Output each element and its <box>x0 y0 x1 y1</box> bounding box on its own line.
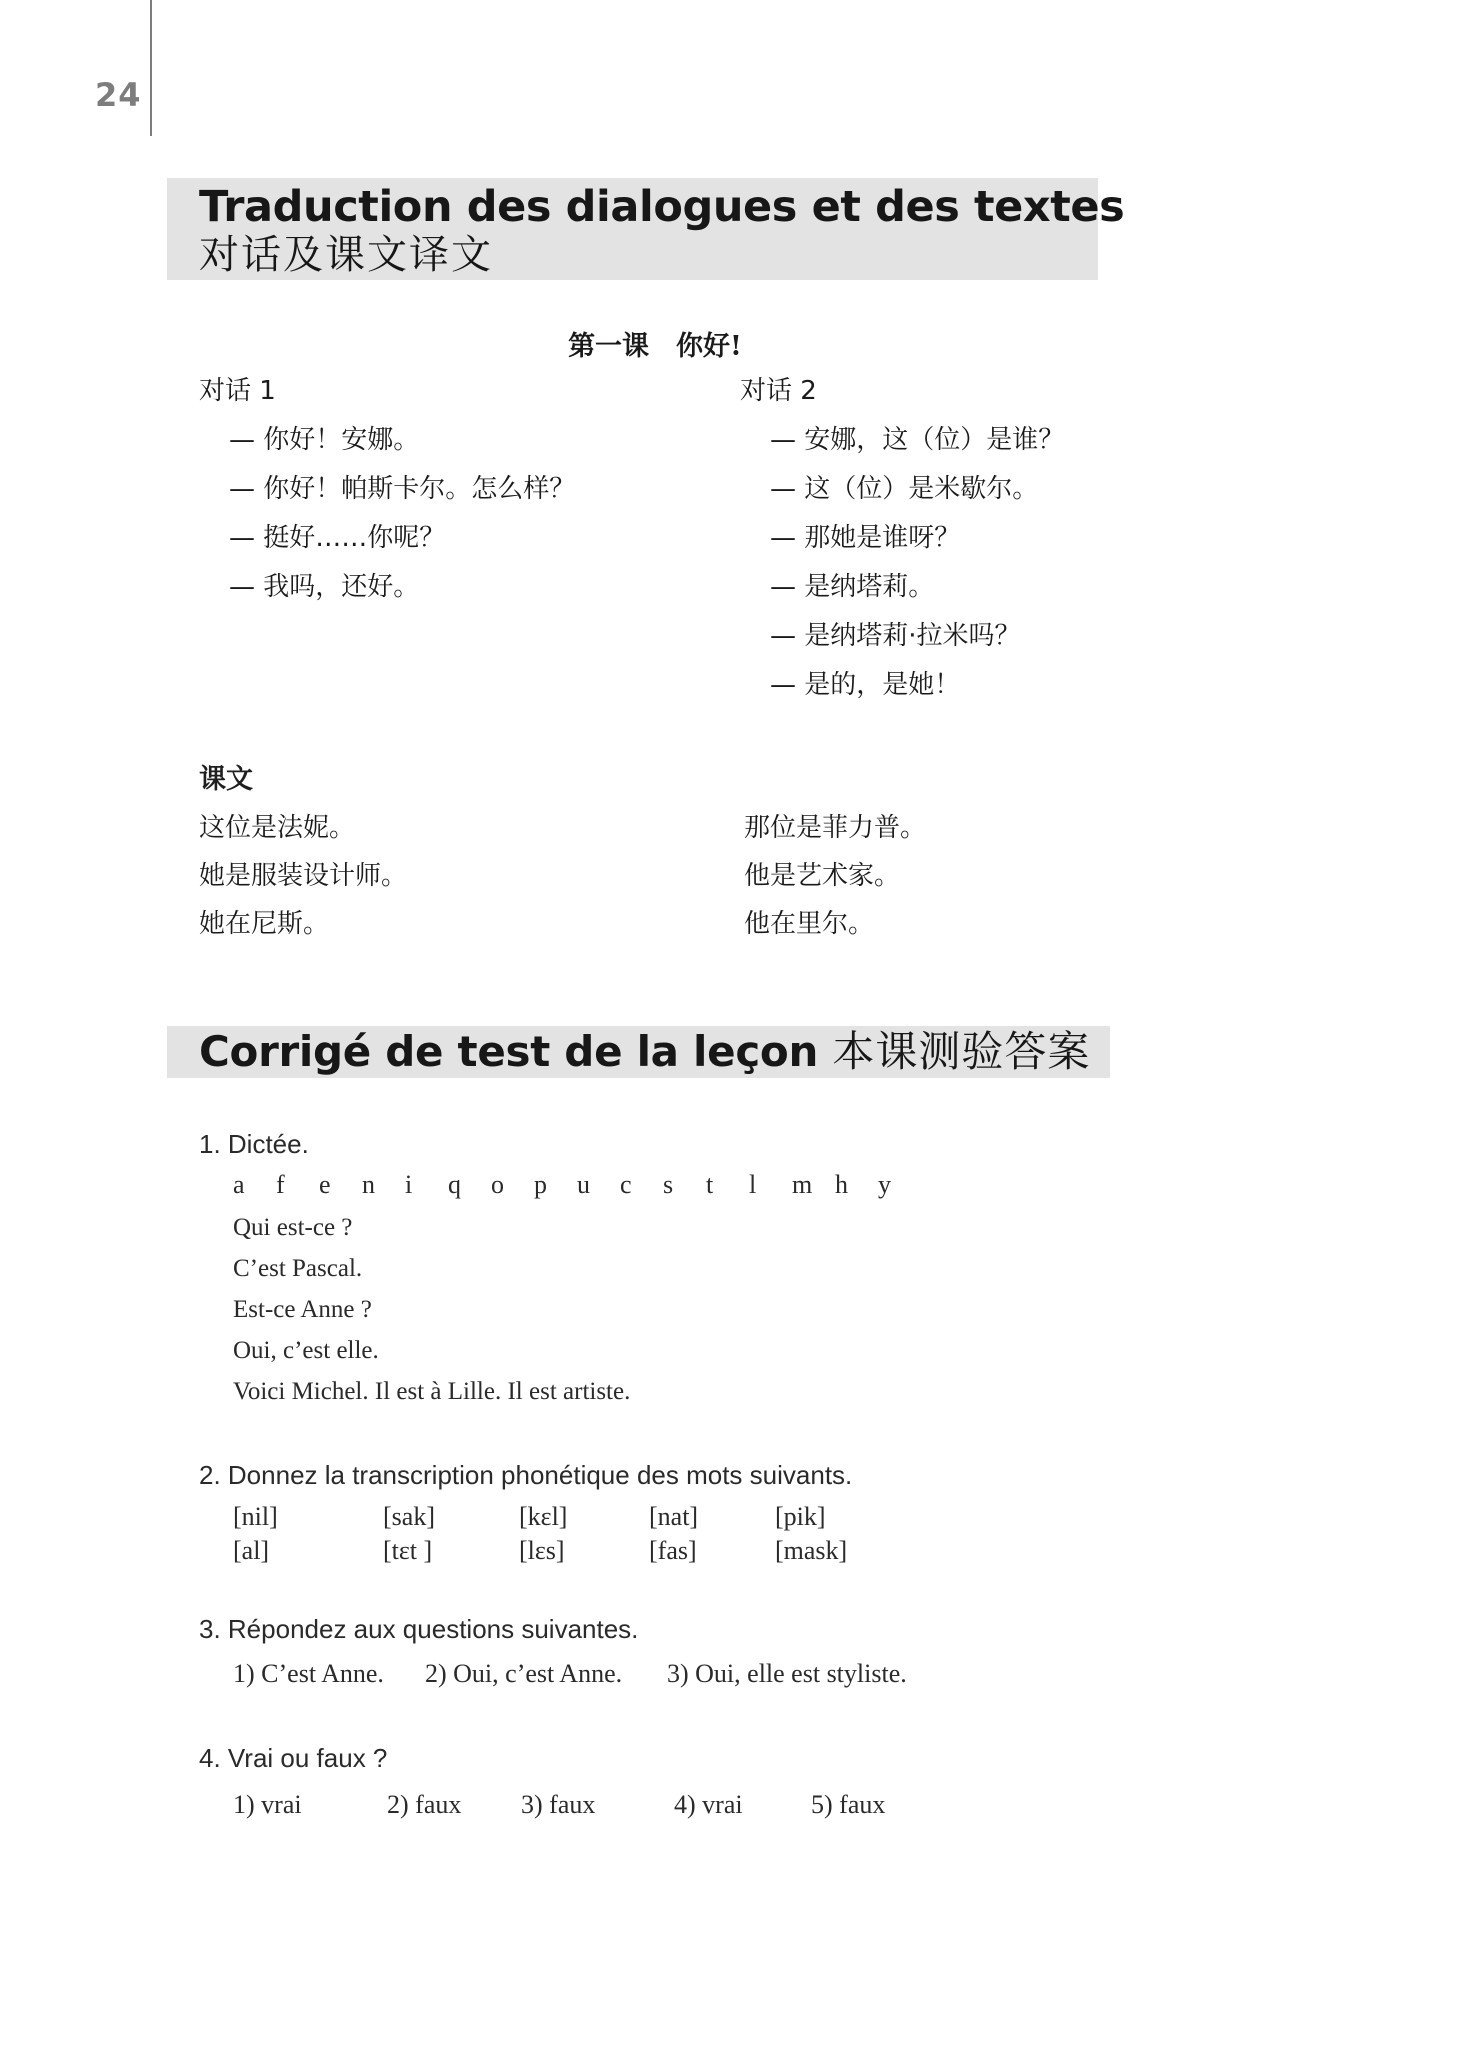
dialogue-line: — 我吗，还好。 <box>229 572 420 602</box>
dialogue-line: — 挺好……你呢？ <box>229 523 446 553</box>
text-line: 她是服装设计师。 <box>199 861 408 891</box>
phonetic-cell: [nil] <box>233 1502 278 1531</box>
dictation-letter: n <box>362 1170 375 1199</box>
dictation-sentences <box>233 1210 630 1415</box>
page-number: 24 <box>95 76 142 114</box>
answer-item: 2) Oui, c’est Anne. <box>425 1659 623 1688</box>
phonetic-cell: [kɛl] <box>519 1502 568 1531</box>
section-heading-translation-zh: 对话及课文译文 <box>199 232 493 278</box>
phonetic-cell: [sak] <box>383 1502 435 1531</box>
text-line: 他在里尔。 <box>744 909 875 939</box>
dictation-letter: o <box>491 1170 504 1199</box>
dialogue-2-label: 对话 2 <box>740 376 817 406</box>
dictation-letter: h <box>835 1170 848 1199</box>
text-line: 这位是法妮。 <box>199 813 356 843</box>
text-right-column <box>744 810 926 954</box>
text-line: 那位是菲力普。 <box>744 813 927 843</box>
dictation-letter: c <box>620 1170 632 1199</box>
section-heading-answers <box>167 1026 1110 1078</box>
dialogue-1 <box>199 373 575 618</box>
section-heading-translation <box>167 178 1125 280</box>
dialogue-line: — 这（位）是米歇尔。 <box>770 474 1039 504</box>
dialogue-line: — 那她是谁呀？ <box>770 523 961 553</box>
exercise-1-title: 1. Dictée. <box>199 1129 309 1159</box>
phonetic-cell: [al] <box>233 1536 270 1565</box>
dialogue-line: — 是纳塔莉·拉米吗？ <box>770 621 1021 651</box>
dictation-letter: i <box>405 1170 413 1199</box>
exercise-3-title: 3. Répondez aux questions suivantes. <box>199 1614 639 1644</box>
answer-item: 1) C’est Anne. <box>233 1659 384 1688</box>
answer-item: 2) faux <box>387 1790 462 1819</box>
dialogue-line: — 安娜，这（位）是谁？ <box>770 425 1065 455</box>
lesson-title: 第一课 你好! <box>568 331 742 362</box>
section-heading-answers-zh: 本课测验答案 <box>832 1027 1091 1076</box>
phonetic-cell: [mask] <box>775 1536 848 1565</box>
dictation-letter: a <box>233 1170 245 1199</box>
dialogue-2 <box>740 373 1064 716</box>
dictation-letter: t <box>706 1170 714 1199</box>
answer-item: 3) faux <box>521 1790 596 1819</box>
dictation-letter: f <box>276 1170 285 1199</box>
phonetic-cell: [lɛs] <box>519 1536 565 1565</box>
text-label: 课文 <box>199 764 253 795</box>
dialogue-line: — 你好！安娜。 <box>229 425 420 455</box>
exercise-2-title: 2. Donnez la transcription phonétique des mots suivants. <box>199 1460 853 1490</box>
answer-item: 4) vrai <box>674 1790 743 1819</box>
dictation-letters <box>233 1170 921 1200</box>
dictation-line: Voici Michel. Il est à Lille. Il est artiste. <box>233 1378 631 1405</box>
phonetic-cell: [pik] <box>775 1502 826 1531</box>
dictation-letter: y <box>878 1170 891 1199</box>
dictation-letter: l <box>749 1170 757 1199</box>
phonetic-cell: [fas] <box>649 1536 697 1565</box>
dictation-letter: u <box>577 1170 590 1199</box>
answer-item: 3) Oui, elle est styliste. <box>667 1659 907 1688</box>
dialogue-line: — 是纳塔莉。 <box>770 572 935 602</box>
dictation-line: C’est Pascal. <box>233 1255 363 1282</box>
dictation-line: Est-ce Anne ? <box>233 1296 372 1323</box>
section-heading-translation-fr: Traduction des dialogues et des textes <box>199 182 1125 232</box>
answer-item: 1) vrai <box>233 1790 302 1819</box>
dictation-line: Oui, c’est elle. <box>233 1337 379 1364</box>
dictation-letter: q <box>448 1170 461 1199</box>
phonetic-cell: [tɛt ] <box>383 1536 433 1565</box>
answer-item: 5) faux <box>811 1790 886 1819</box>
dictation-letter: p <box>534 1170 547 1199</box>
dialogue-line: — 你好！帕斯卡尔。怎么样？ <box>229 474 576 504</box>
page-margin-rule <box>150 0 152 136</box>
dictation-letter: e <box>319 1170 331 1199</box>
text-line: 她在尼斯。 <box>199 909 330 939</box>
section-heading-answers-fr: Corrigé de test de la leçon <box>199 1027 819 1076</box>
dictation-letter: s <box>663 1170 674 1199</box>
text-line: 他是艺术家。 <box>744 861 901 891</box>
text-left-column <box>199 810 407 954</box>
dictation-letter: m <box>792 1170 813 1199</box>
dictation-line: Qui est-ce ? <box>233 1214 353 1241</box>
exercise-4-title: 4. Vrai ou faux ? <box>199 1743 388 1773</box>
dialogue-line: — 是的，是她！ <box>770 670 961 700</box>
dialogue-1-label: 对话 1 <box>199 376 276 406</box>
phonetic-cell: [nat] <box>649 1502 699 1531</box>
